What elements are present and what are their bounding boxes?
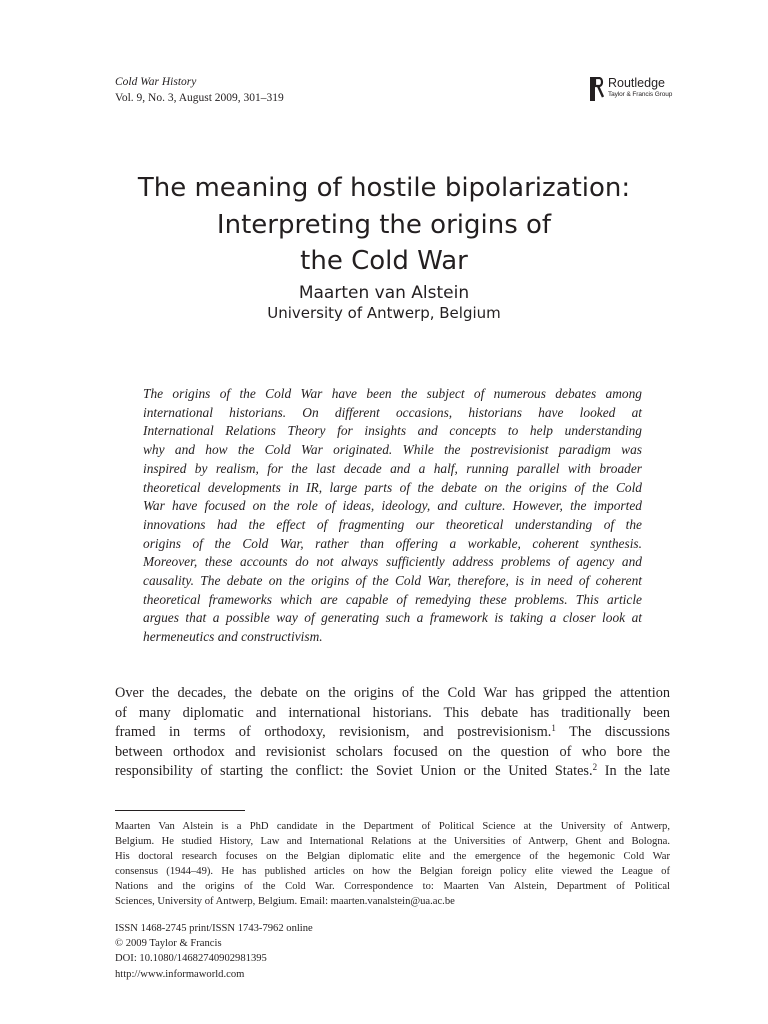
abstract <box>143 385 642 647</box>
publisher-logo <box>590 77 672 101</box>
footnote-line: Maarten Van Alstein is a PhD candidate in the Department of Political Science at the University of Antwerp, <box>115 821 670 832</box>
body-line-text: responsibility of starting the conflict: the Soviet Union or the United States. <box>115 763 593 780</box>
footnote-ref-2[interactable]: 2 <box>592 762 598 773</box>
abstract-line: international historians. On different occasions, historians have looked at <box>143 404 642 420</box>
footnote-line: Nations and the origins of the Cold War. Correspondence to: Maarten Van Alstein, Department of Political <box>115 881 670 892</box>
footnote-line: consensus (1944–49). He has published articles on how the Belgian foreign policy elite viewed the League of <box>115 866 670 877</box>
publisher-name: Routledge <box>608 76 665 90</box>
abstract-line: Moreover, these accounts do not always sufficiently address problems of agency and <box>143 554 642 570</box>
abstract-line: theoretical developments in IR, large parts of the debate on the origins of the Cold <box>143 479 642 495</box>
author-footnote <box>115 819 670 909</box>
abstract-line: inspired by realism, for the last decade and a half, running parallel with broader <box>143 460 642 476</box>
body-line-text: framed in terms of orthodoxy, revisionism, and postrevisionism. <box>115 724 552 741</box>
author-name: Maarten van Alstein <box>298 283 470 303</box>
abstract-line: The origins of the Cold War have been the subject of numerous debates among <box>143 386 642 401</box>
footnote-line: Sciences, University of Antwerp, Belgium. Email: maarten.vanalstein@ua.ac.be <box>115 896 455 907</box>
journal-name: Cold War History <box>115 76 197 88</box>
volume-info: Vol. 9, No. 3, August 2009, 301–319 <box>115 92 284 104</box>
author-affiliation: University of Antwerp, Belgium <box>267 304 501 322</box>
copyright: © 2009 Taylor & Francis <box>115 938 222 950</box>
publisher-url[interactable]: http://www.informaworld.com <box>115 968 245 980</box>
abstract-line: origins of the Cold War, rather than offering a workable, coherent synthesis. <box>143 535 642 551</box>
article-title <box>100 170 668 280</box>
doi: DOI: 10.1080/14682740902981395 <box>115 953 267 965</box>
body-line-text: In the late <box>597 763 671 780</box>
body-line: of many diplomatic and international historians. This debate has traditionally been <box>115 704 670 721</box>
footnote-line: His doctoral research focuses on the Belgian diplomatic elite and the emergence of the hegemonic Cold War <box>115 851 670 862</box>
journal-header <box>115 74 284 106</box>
abstract-line: International Relations Theory for insights and concepts to help understanding <box>143 423 642 439</box>
title-line: The meaning of hostile bipolarization: <box>137 173 631 203</box>
body-line-text: The discussions <box>555 724 670 741</box>
body-paragraph <box>115 684 670 782</box>
body-line <box>115 723 670 743</box>
abstract-line: innovations had the effect of fragmenting our theoretical understanding of the <box>143 516 642 532</box>
footnote-line: Belgium. He studied History, Law and International Relations at the Universities of Antwerp, Ghent and Bologna. <box>115 836 670 847</box>
body-line: Over the decades, the debate on the origins of the Cold War has gripped the attention <box>115 685 670 701</box>
abstract-line: causality. The debate on the origins of the Cold War, therefore, is in need of coherent <box>143 573 642 589</box>
issn: ISSN 1468-2745 print/ISSN 1743-7962 online <box>115 923 313 934</box>
body-line <box>115 762 670 782</box>
abstract-line: argues that a possible way of generating such a framework is taking a closer look at <box>143 610 642 626</box>
footnote-ref-1[interactable]: 1 <box>551 723 556 734</box>
title-line: Interpreting the origins of <box>216 209 552 240</box>
abstract-line: why and how the Cold War originated. While the postrevisionist paradigm was <box>143 442 642 458</box>
publication-info <box>115 921 313 982</box>
abstract-line: theoretical frameworks which are capable of remedying these problems. This article <box>143 591 642 607</box>
title-line: the Cold War <box>300 246 468 276</box>
footnote-divider <box>115 810 245 811</box>
publisher-group: Taylor & Francis Group <box>608 90 673 98</box>
abstract-line: War have focused on the role of ideas, ideology, and culture. However, the imported <box>143 498 642 514</box>
routledge-logo-icon <box>590 77 604 101</box>
body-line: between orthodox and revisionist scholars focused on the question of who bore the <box>115 743 670 760</box>
abstract-line: hermeneutics and constructivism. <box>143 629 323 645</box>
